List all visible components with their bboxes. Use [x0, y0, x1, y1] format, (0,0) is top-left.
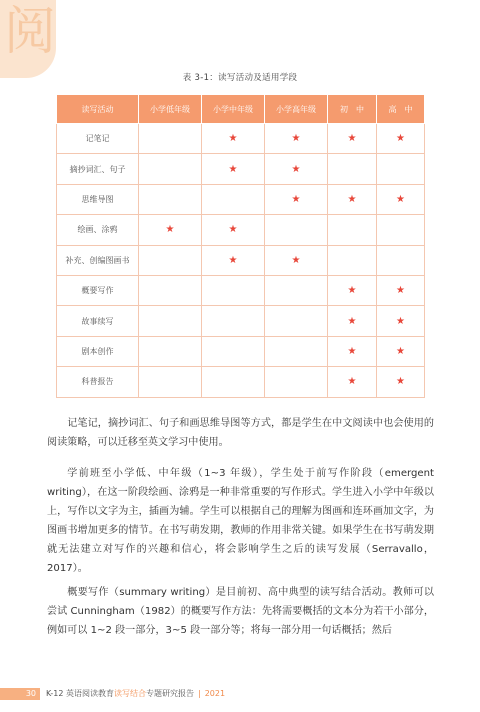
stage-cell: [139, 124, 202, 154]
stage-cell: [377, 154, 425, 184]
stage-cell: [328, 184, 377, 214]
stage-cell: [202, 336, 265, 366]
stage-cell: [328, 336, 377, 366]
table-header-row: [57, 95, 425, 124]
header-activity: 读写活动: [57, 95, 139, 124]
table-caption: 表 3-1：读写活动及适用学段: [182, 73, 298, 83]
stage-cell: [265, 336, 328, 366]
star-icon: ★: [347, 193, 357, 205]
footer-title-highlight: 读写结合: [114, 689, 147, 698]
page-footer: [0, 688, 480, 700]
table-row: [57, 124, 425, 154]
header-senior-high: 高 中: [377, 95, 425, 124]
table-row: [57, 184, 425, 214]
page-number: 30: [0, 688, 40, 700]
paragraph-2-block: [47, 464, 434, 578]
header-junior-high: 初 中: [328, 95, 377, 124]
stage-cell: [265, 367, 328, 397]
table-row: [57, 245, 425, 275]
stage-cell: [377, 275, 425, 305]
activity-table: [56, 94, 425, 398]
stage-cell: [139, 336, 202, 366]
stage-cell: [328, 275, 377, 305]
activity-name-cell: 思维导图: [57, 184, 139, 214]
stage-cell: [377, 184, 425, 214]
footer-title: [46, 688, 225, 700]
stage-cell: [328, 215, 377, 245]
activity-name-cell: 概要写作: [57, 275, 139, 305]
stage-cell: [328, 245, 377, 275]
activity-name-cell: 故事续写: [57, 306, 139, 336]
stage-cell: [265, 275, 328, 305]
stage-cell: [139, 215, 202, 245]
stage-cell: [377, 306, 425, 336]
stage-cell: [202, 215, 265, 245]
stage-cell: [202, 275, 265, 305]
stage-cell: [328, 367, 377, 397]
table-row: [57, 275, 425, 305]
stage-cell: [265, 184, 328, 214]
stage-cell: [328, 124, 377, 154]
table-body: [57, 124, 425, 398]
star-icon: ★: [228, 133, 238, 145]
paragraph-note-taking: 记笔记，摘抄词汇、句子和画思维导图等方式，都是学生在中文阅读中也会使用的阅读策略，可以迁移至英文学习中使用。: [47, 418, 434, 448]
paragraph-3-block: [47, 583, 434, 640]
stage-cell: [265, 124, 328, 154]
star-icon: ★: [291, 133, 301, 145]
stage-cell: [377, 367, 425, 397]
star-icon: ★: [396, 285, 405, 297]
star-icon: ★: [165, 224, 175, 236]
header-upper-primary: 小学高年级: [265, 95, 328, 124]
activity-name-cell: 科普报告: [57, 367, 139, 397]
star-icon: ★: [291, 254, 301, 266]
stage-cell: [202, 184, 265, 214]
stage-cell: [265, 306, 328, 336]
activity-name-cell: 补充、创编图画书: [57, 245, 139, 275]
table-row: [57, 367, 425, 397]
header-lower-primary: 小学低年级: [139, 95, 202, 124]
star-icon: ★: [347, 133, 357, 145]
stage-cell: [265, 215, 328, 245]
star-icon: ★: [396, 315, 405, 327]
star-icon: ★: [291, 163, 301, 175]
footer-year: 2021: [204, 689, 226, 698]
stage-cell: [202, 245, 265, 275]
table-row: [57, 154, 425, 184]
stage-cell: [139, 184, 202, 214]
star-icon: ★: [347, 376, 357, 388]
stage-cell: [139, 306, 202, 336]
stage-cell: [139, 367, 202, 397]
stage-cell: [377, 245, 425, 275]
star-icon: ★: [228, 254, 238, 266]
stage-cell: [139, 245, 202, 275]
stage-cell: [377, 215, 425, 245]
table-row: [57, 306, 425, 336]
star-icon: ★: [347, 345, 357, 357]
stage-cell: [265, 154, 328, 184]
corner-glyph: 阅: [4, 2, 57, 62]
footer-separator: |: [198, 689, 201, 698]
star-icon: ★: [347, 315, 357, 327]
activity-name-cell: 记笔记: [57, 124, 139, 154]
star-icon: ★: [228, 224, 238, 236]
stage-cell: [265, 245, 328, 275]
star-icon: ★: [291, 193, 301, 205]
stage-cell: [377, 336, 425, 366]
table-row: [57, 336, 425, 366]
footer-title-pre: K-12 英语阅读教育: [46, 689, 115, 698]
star-icon: ★: [396, 133, 405, 145]
corner-decoration: [0, 0, 58, 82]
paragraph-summary-writing: 概要写作（summary writing）是目前初、高中典型的读写结合活动。教师可以尝试 Cunningham（1982）的概要写作方法：先将需要概括的文本分为若干小部分，例如可以 1~2 段一部分，3~5 段一部分等；将每一部分用一句话概括；然后: [47, 587, 434, 636]
star-icon: ★: [396, 193, 405, 205]
stage-cell: [328, 154, 377, 184]
header-middle-primary: 小学中年级: [202, 95, 265, 124]
stage-cell: [202, 124, 265, 154]
paragraph-1-block: [47, 414, 434, 452]
star-icon: ★: [396, 345, 405, 357]
star-icon: ★: [347, 285, 357, 297]
stage-cell: [139, 154, 202, 184]
star-icon: ★: [228, 163, 238, 175]
footer-title-post: 专题研究报告: [146, 689, 195, 698]
stage-cell: [202, 306, 265, 336]
stage-cell: [377, 124, 425, 154]
activity-name-cell: 绘画、涂鸦: [57, 215, 139, 245]
paragraph-emergent-writing: 学前班至小学低、中年级（1~3 年级），学生处于前写作阶段（emergent writing），在这一阶段绘画、涂鸦是一种非常重要的写作形式。学生进入小学中年级以上，写作以文字为主，插画为辅。学生可以根据自己的理解为图画和连环画加文字，为图画书增加更多的情节。在书写萌发期，教师的作用非常关键。如果学生在书写萌发期就无法建立对写作的兴趣和信心，将会影响学生之后的读写发展（Serravallo，2017）。: [47, 468, 434, 574]
star-icon: ★: [396, 376, 405, 388]
activity-name-cell: 剧本创作: [57, 336, 139, 366]
stage-cell: [139, 275, 202, 305]
stage-cell: [202, 154, 265, 184]
stage-cell: [328, 306, 377, 336]
stage-cell: [202, 367, 265, 397]
activity-name-cell: 摘抄词汇、句子: [57, 154, 139, 184]
table-row: [57, 215, 425, 245]
